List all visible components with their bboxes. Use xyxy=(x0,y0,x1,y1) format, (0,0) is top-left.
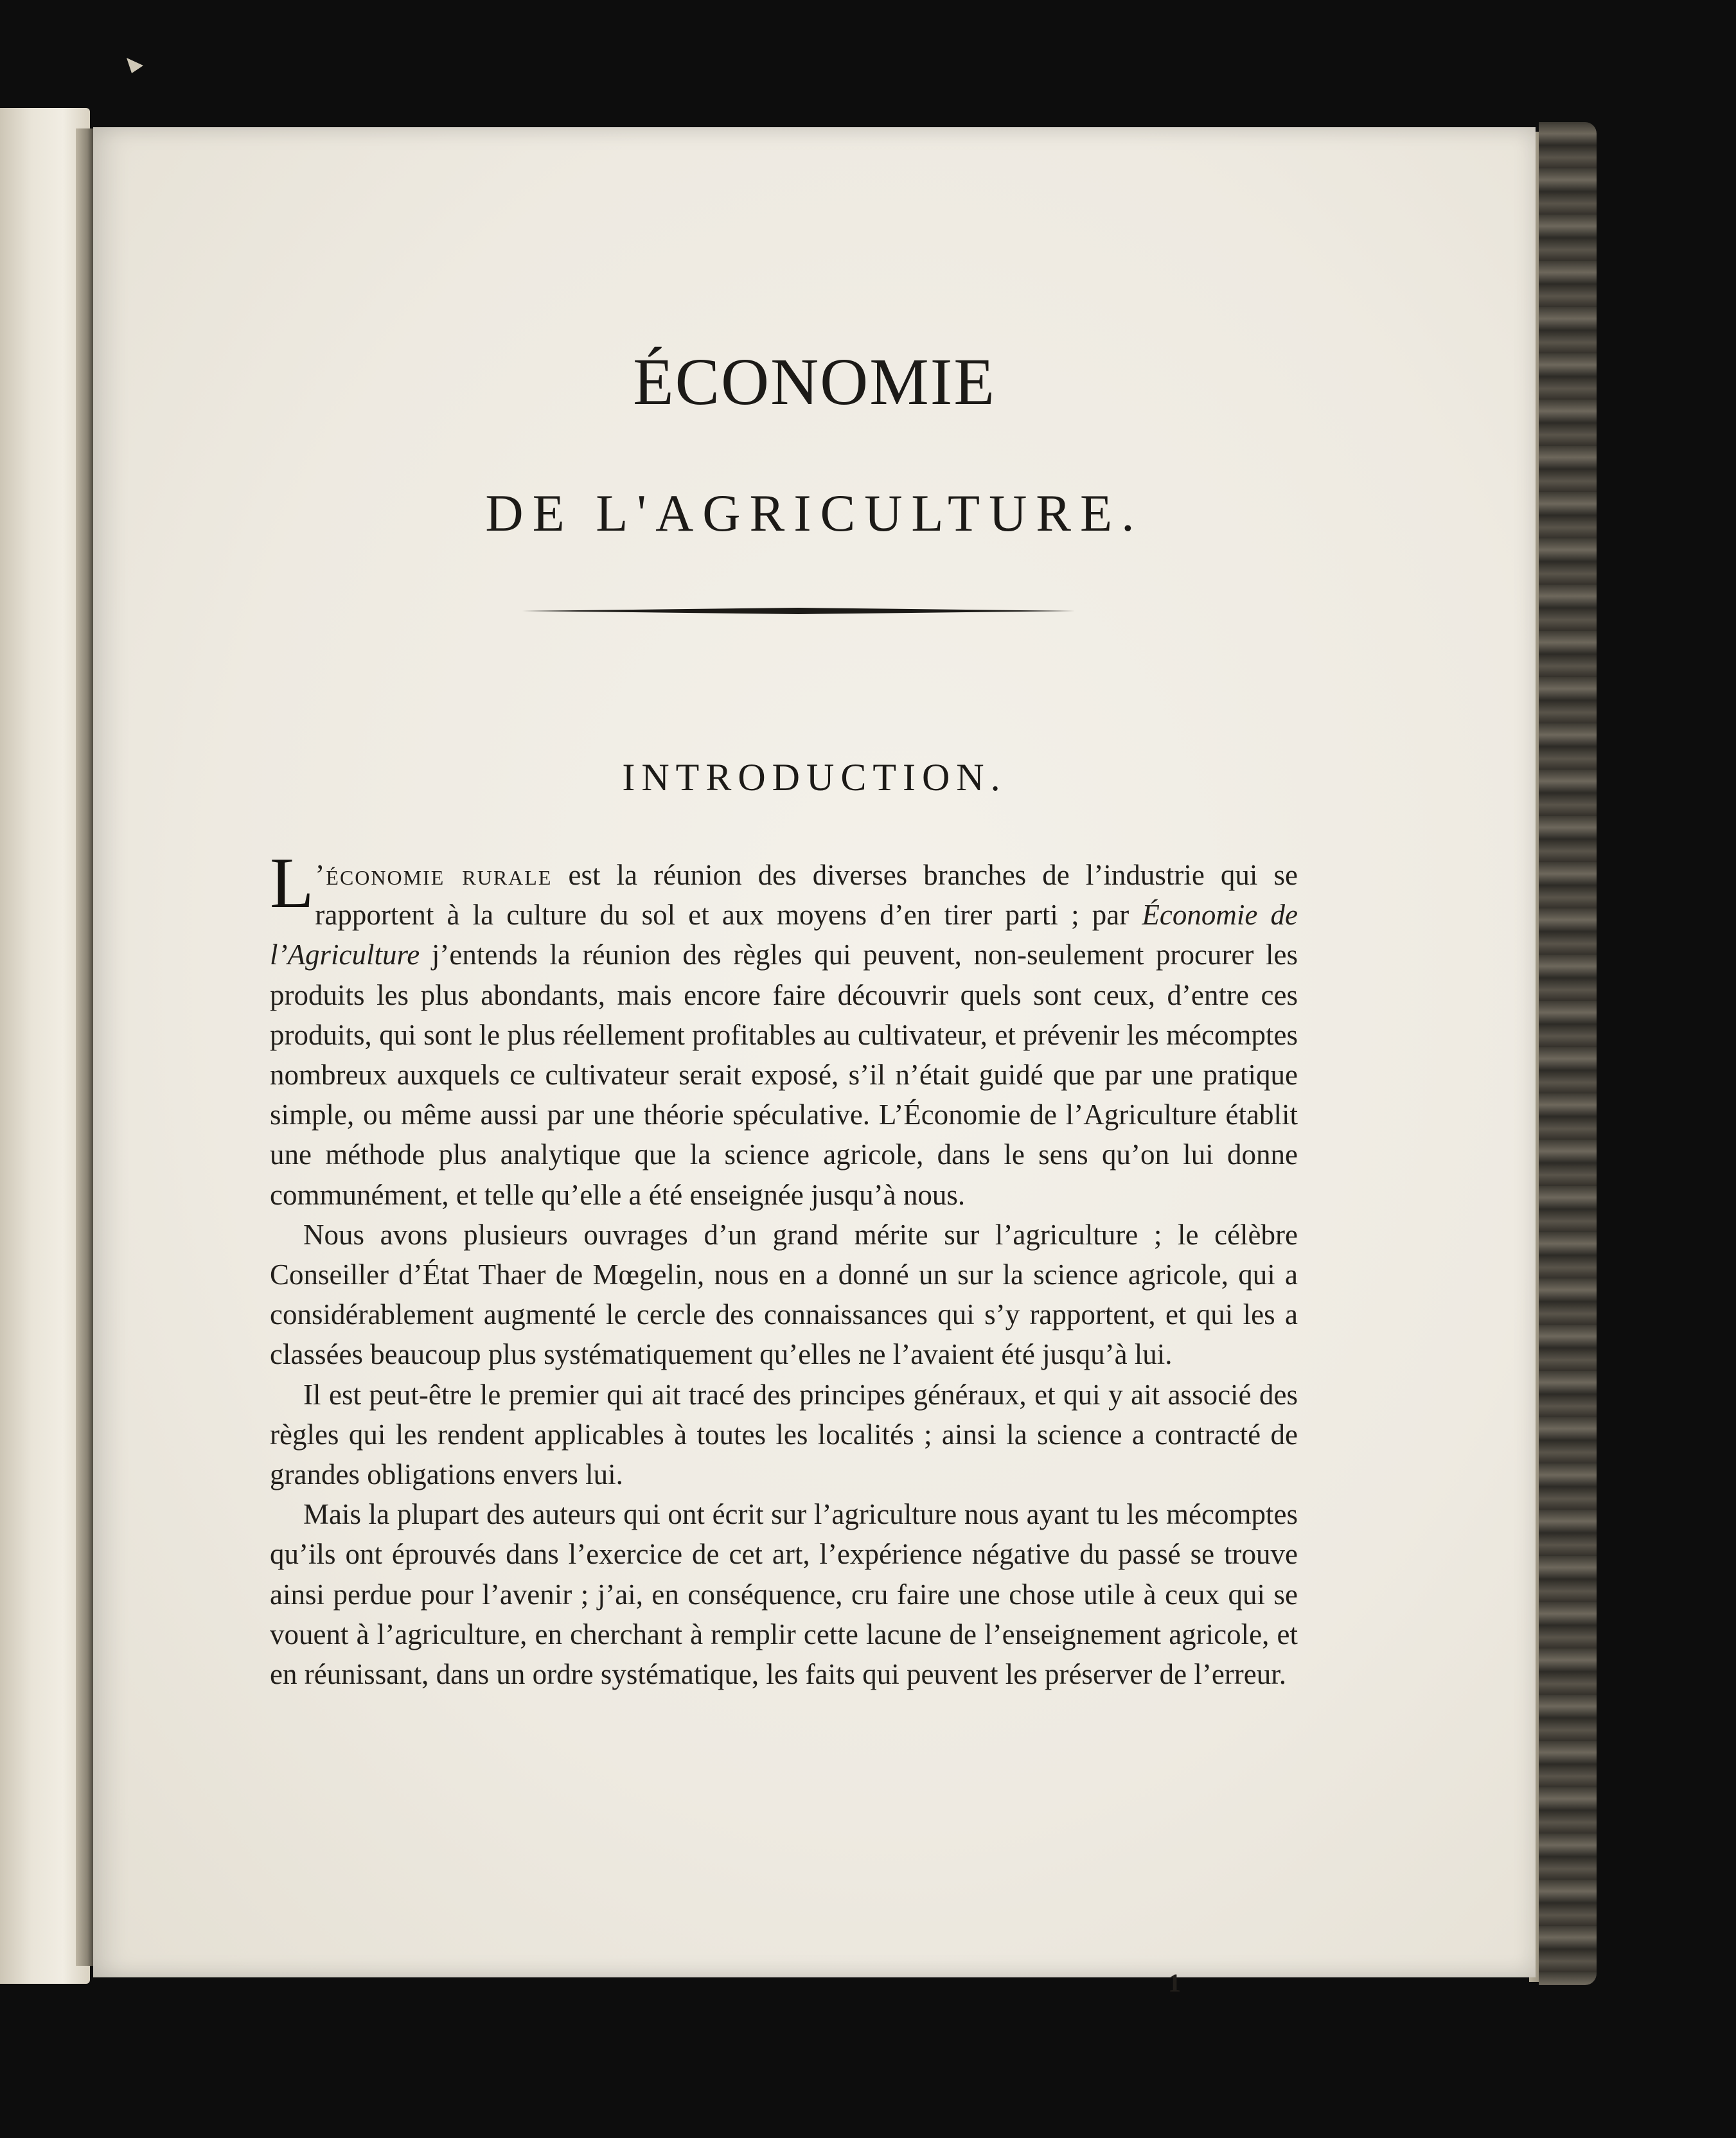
paragraph-1-italic: Économie de l’Agriculture xyxy=(270,899,1298,971)
page-title: ÉCONOMIE xyxy=(633,345,996,419)
decorative-rule xyxy=(522,608,1075,614)
paragraph-4: Mais la plupart des auteurs qui ont écrit sur l’agriculture nous ayant tu les mécomptes qu’ils ont éprouvés dans l’exercice de cet art, l’expérience négative du passé se trouve ainsi perdue pour l’avenir ; j’ai, en conséquence, cru faire une chose utile à ceux qui se vouent à l’agriculture, en cherchant à remplir cette lacune de l’enseignement agricole, et en réunissant, dans un ordre systématique, les faits qui peuvent les préserver de l’erreur. xyxy=(270,1498,1298,1691)
drop-cap: L xyxy=(270,844,314,923)
paragraph-3: Il est peut-être le premier qui ait tracé des principes généraux, et qui y ait associé des règles qui les rendent applicables à toutes les localités ; ainsi la science a contracté de grandes obligations envers lui. xyxy=(270,1378,1298,1491)
paragraph-1-text-a: est la réunion des diverses branches de l’industrie qui se rapportent à la culture du sol et aux moyens d’en tirer parti ; par xyxy=(315,859,1298,932)
lead-small-caps: ’économie rurale xyxy=(315,859,553,891)
page-subtitle: DE L'AGRICULTURE. xyxy=(485,484,1144,542)
paragraph-2: Nous avons plusieurs ouvrages d’un grand mérite sur l’agriculture ; le célèbre Conseiller d’État Thaer de Mœgelin, nous en a donné un sur la science agricole, qui a considérablement augmenté le cercle des connaissances qui s’y rapportent, et qui les a classées beaucoup plus systématiquement qu’elles ne l’avaient été jusqu’à lui. xyxy=(270,1218,1298,1371)
body-text xyxy=(270,844,1298,1694)
book-binding xyxy=(1539,122,1597,1985)
page-gutter xyxy=(76,128,95,1966)
paragraph-1 xyxy=(270,844,1298,1215)
section-heading: INTRODUCTION. xyxy=(622,756,1007,799)
page-number: 1 xyxy=(1168,1968,1181,1997)
book-page xyxy=(93,127,1536,1997)
paragraph-1-text-b: j’entends la réunion des règles qui peuvent, non-seulement procurer les produits les plus abondants, mais encore faire découvrir quels sont ceux, d’entre ces produits, qui sont le plus réellement profitables au cultivateur, et prévenir les mécomptes nombreux auxquels ce cultivateur serait exposé, s’il n’était guidé que par une pratique simple, ou même aussi par une théorie spéculative. L’Économie de l’Agriculture établit une méthode plus analytique que la science agricole, dans le sens qu’on lui donne communément, et telle qu’elle a été enseignée jusqu’à nous. xyxy=(270,939,1298,1211)
corner-fold-mark xyxy=(125,57,145,76)
